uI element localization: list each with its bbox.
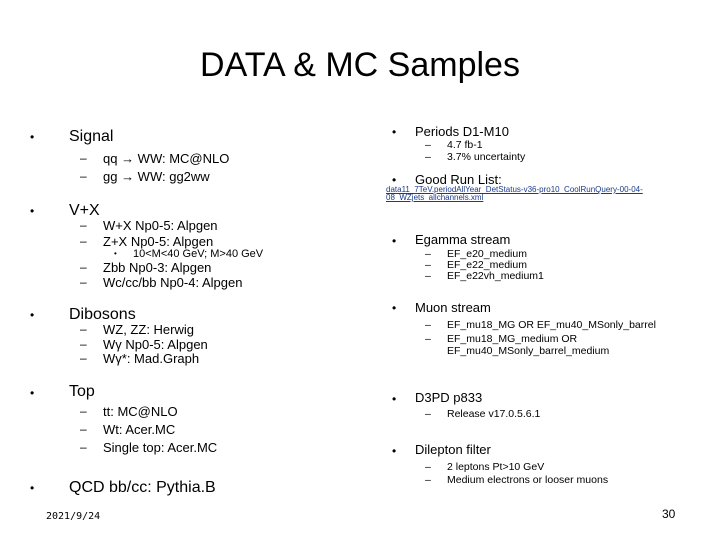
bullet-marker: •: [30, 386, 35, 400]
bullet-marker: •: [392, 392, 397, 406]
list-item: Wγ*: Mad.Graph: [103, 351, 200, 366]
bullet-marker: •: [392, 125, 397, 139]
list-item: 2 leptons Pt>10 GeV: [447, 461, 545, 473]
dash-marker: –: [80, 260, 87, 274]
list-item: qq → WW: MC@NLO: [103, 151, 230, 166]
dash-marker: –: [80, 404, 87, 418]
page-number: 30: [662, 507, 676, 521]
dash-marker: –: [80, 351, 87, 365]
dash-marker: –: [80, 218, 87, 232]
grl-heading: Good Run List:: [415, 172, 502, 187]
dash-marker: –: [80, 169, 87, 183]
list-item: EF_mu40_MSonly_barrel_medium: [447, 345, 610, 357]
bullet-marker: •: [30, 204, 35, 218]
muon-heading: Muon stream: [415, 300, 491, 315]
list-item: EF_mu18_MG OR EF_mu40_MSonly_barrel: [447, 319, 656, 331]
sub-bullet-marker: •: [114, 249, 117, 258]
list-item: 10<M<40 GeV; M>40 GeV: [133, 248, 264, 260]
list-item: 4.7 fb-1: [447, 139, 483, 151]
list-item: Wt: Acer.MC: [103, 422, 176, 437]
dash-marker: –: [80, 275, 87, 289]
bullet-marker: •: [392, 444, 397, 458]
list-item: Release v17.0.5.6.1: [447, 408, 541, 420]
dash-marker: –: [425, 270, 431, 282]
list-item: tt: MC@NLO: [103, 404, 178, 419]
dash-marker: –: [80, 151, 87, 165]
list-item: Wγ Np0-5: Alpgen: [103, 337, 208, 352]
grl-link[interactable]: data11_7TeV.periodAllYear_DetStatus-v36-pro10_CoolRunQuery-00-04-08_WZjets_allchannels.xml: [386, 185, 643, 202]
dash-marker: –: [80, 337, 87, 351]
list-item: Single top: Acer.MC: [103, 440, 218, 455]
dash-marker: –: [425, 151, 431, 163]
list-item: EF_e22_medium: [447, 259, 527, 271]
dash-marker: –: [80, 440, 87, 454]
list-item: Z+X Np0-5: Alpgen: [103, 234, 214, 249]
list-item: EF_mu18_MG_medium OR: [447, 333, 578, 345]
bullet-marker: •: [30, 308, 35, 322]
periods-heading: Periods D1-M10: [415, 124, 509, 139]
bullet-marker: •: [392, 173, 397, 187]
dash-marker: –: [425, 139, 431, 151]
list-item: gg → WW: gg2ww: [103, 169, 210, 184]
bullet-marker: •: [30, 130, 35, 144]
footer-date: 2021/9/24: [46, 511, 101, 522]
dash-marker: –: [425, 461, 431, 473]
dash-marker: –: [425, 408, 431, 420]
list-item: 3.7% uncertainty: [447, 151, 526, 163]
dash-marker: –: [425, 319, 431, 331]
bullet-marker: •: [392, 234, 397, 248]
signal-heading: Signal: [69, 128, 114, 145]
dash-marker: –: [80, 422, 87, 436]
list-item: Medium electrons or looser muons: [447, 474, 609, 486]
list-item: EF_e20_medium: [447, 248, 527, 260]
dash-marker: –: [80, 234, 87, 248]
dash-marker: –: [425, 333, 431, 345]
dash-marker: –: [425, 248, 431, 260]
bullet-marker: •: [392, 301, 397, 315]
slide-title: DATA & MC Samples: [200, 46, 520, 84]
d3pd-heading: D3PD p833: [415, 390, 483, 405]
bullet-marker: •: [30, 481, 35, 495]
top-heading: Top: [69, 383, 95, 400]
vx-heading: V+X: [69, 202, 100, 219]
list-item: EF_e22vh_medium1: [447, 270, 544, 282]
list-item: W+X Np0-5: Alpgen: [103, 218, 218, 233]
list-item: Wc/cc/bb Np0-4: Alpgen: [103, 275, 243, 290]
dash-marker: –: [80, 322, 87, 336]
list-item: WZ, ZZ: Herwig: [103, 322, 194, 337]
dash-marker: –: [425, 474, 431, 486]
dibosons-heading: Dibosons: [69, 306, 136, 323]
qcd-heading: QCD bb/cc: Pythia.B: [69, 479, 216, 496]
list-item: Zbb Np0-3: Alpgen: [103, 260, 212, 275]
egamma-heading: Egamma stream: [415, 232, 511, 247]
dilepton-heading: Dilepton filter: [415, 442, 491, 457]
dash-marker: –: [425, 259, 431, 271]
